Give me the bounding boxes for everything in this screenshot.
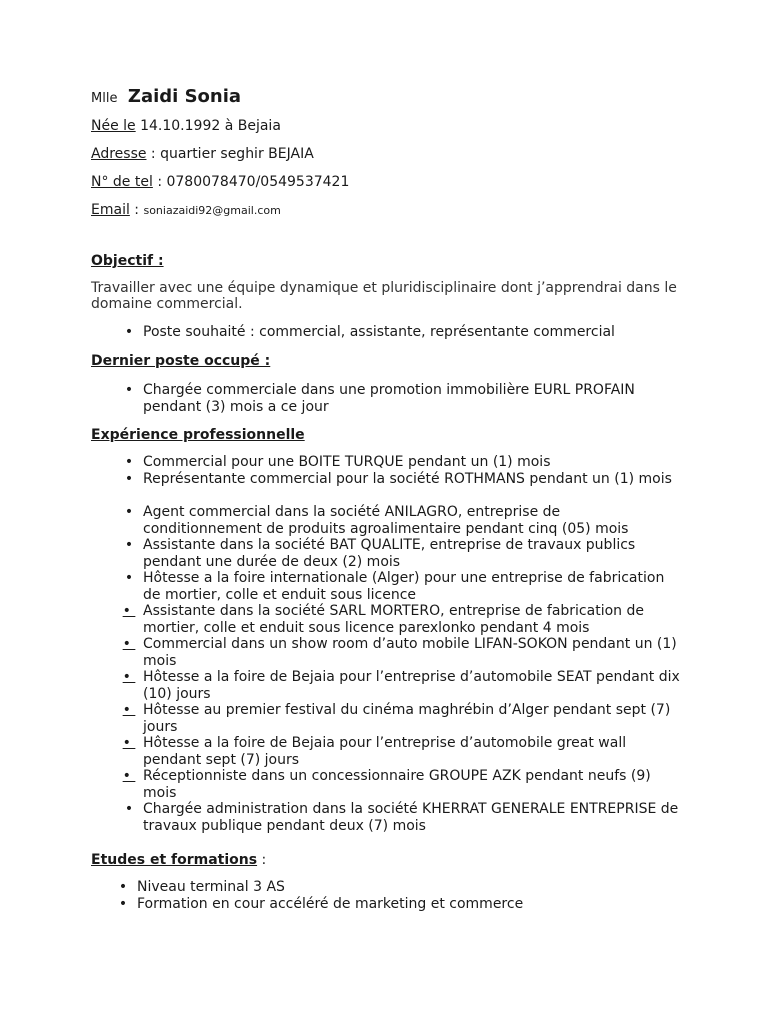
objective-title: Objectif : <box>91 253 164 269</box>
list-item-text: Niveau terminal 3 AS <box>137 879 285 895</box>
list-item-text: Commercial pour une BOITE TURQUE pendant un (1) mois <box>143 454 551 470</box>
email-sep: : <box>129 202 144 218</box>
list-item-text: Réceptionniste dans un concessionnaire GROUPE AZK pendant neufs (9) mois <box>143 768 651 801</box>
bullet-icon: • <box>122 669 136 685</box>
list-item-text: Représentante commercial pour la société ROTHMANS pendant un (1) mois <box>143 471 672 487</box>
list-item <box>118 896 677 913</box>
birth-line <box>91 117 281 135</box>
list-item <box>124 324 683 341</box>
email-value: soniazaidi92@gmail.com <box>143 204 281 217</box>
list-item <box>122 603 683 636</box>
phone-label: N° de tel <box>91 174 153 190</box>
full-name: Zaidi Sonia <box>127 86 242 107</box>
bullet-icon: • <box>122 603 136 619</box>
list-item <box>118 879 677 896</box>
list-item-text: Agent commercial dans la société ANILAGRO, entreprise de conditionnement de produits agroalimentaire pendant cinq (05) mois <box>143 504 629 537</box>
list-item <box>124 504 683 537</box>
bullet-icon: • <box>124 504 134 520</box>
list-item-text: Assistante dans la société BAT QUALITE, entreprise de travaux publics pendant une durée de deux (2) mois <box>143 537 636 570</box>
list-item-text: Assistante dans la société SARL MORTERO, entreprise de fabrication de mortier, colle et enduit sous licence parexlonko pendant 4 mois <box>143 603 644 636</box>
bullet-icon: • <box>122 768 136 784</box>
name-line <box>91 88 241 108</box>
bullet-icon: • <box>124 537 134 553</box>
education-title-line <box>91 851 266 869</box>
address-line <box>91 145 314 163</box>
bullet-icon: • <box>124 454 134 470</box>
list-item <box>122 669 683 702</box>
bullet-icon: • <box>122 735 136 751</box>
bullet-icon: • <box>118 879 128 895</box>
list-item-text: Commercial dans un show room d’auto mobile LIFAN-SOKON pendant un (1) mois <box>143 636 677 669</box>
list-item <box>124 382 683 415</box>
education-title-suffix: : <box>257 852 267 868</box>
address-value: : quartier seghir BEJAIA <box>146 146 314 162</box>
list-item-text: Poste souhaité : commercial, assistante, représentante commercial <box>143 324 615 340</box>
list-item <box>122 735 683 768</box>
list-item-text: Formation en cour accéléré de marketing et commerce <box>137 896 524 912</box>
list-item <box>122 702 683 735</box>
list-item <box>124 471 683 488</box>
bullet-icon: • <box>124 801 134 817</box>
list-item-text: Chargée commerciale dans une promotion immobilière EURL PROFAIN pendant (3) mois a ce jour <box>143 382 635 415</box>
address-label: Adresse <box>91 146 147 162</box>
birth-value: 14.10.1992 à Bejaia <box>135 118 281 134</box>
phone-line <box>91 173 349 191</box>
list-item-text: Chargée administration dans la société KHERRAT GENERALE ENTREPRISE de travaux publique pendant deux (7) mois <box>143 801 679 834</box>
last-position-title: Dernier poste occupé : <box>91 353 271 369</box>
bullet-icon: • <box>118 896 128 912</box>
education-title: Etudes et formations <box>91 852 258 868</box>
email-label: Email <box>91 202 130 218</box>
list-item <box>122 768 683 801</box>
list-item-text: Hôtesse a la foire de Bejaia pour l’entreprise d’automobile great wall pendant sept (7) jours <box>143 735 627 768</box>
bullet-icon: • <box>122 636 136 652</box>
bullet-icon: • <box>124 570 134 586</box>
bullet-icon: • <box>124 471 134 487</box>
list-item <box>122 636 683 669</box>
bullet-icon: • <box>124 382 134 398</box>
email-line <box>91 201 281 220</box>
birth-label: Née le <box>91 118 136 134</box>
list-item <box>124 537 683 570</box>
salutation: Mlle <box>91 91 118 106</box>
phone-value: : 0780078470/0549537421 <box>152 174 350 190</box>
bullet-icon: • <box>124 324 134 340</box>
experience-title: Expérience professionnelle <box>91 427 305 443</box>
list-item-text: Hôtesse au premier festival du cinéma maghrébin d’Alger pendant sept (7) jours <box>143 702 671 735</box>
bullet-icon: • <box>122 702 136 718</box>
list-item-text: Hôtesse a la foire de Bejaia pour l’entreprise d’automobile SEAT pendant dix (10) jours <box>143 669 680 702</box>
list-item <box>124 570 683 603</box>
objective-text: Travailler avec une équipe dynamique et pluridisciplinaire dont j’apprendrai dans le domaine commercial. <box>91 280 677 312</box>
list-item <box>124 454 683 471</box>
list-item <box>124 801 683 834</box>
list-item-text: Hôtesse a la foire internationale (Alger) pour une entreprise de fabrication de mortier, colle et enduit sous licence <box>143 570 665 603</box>
